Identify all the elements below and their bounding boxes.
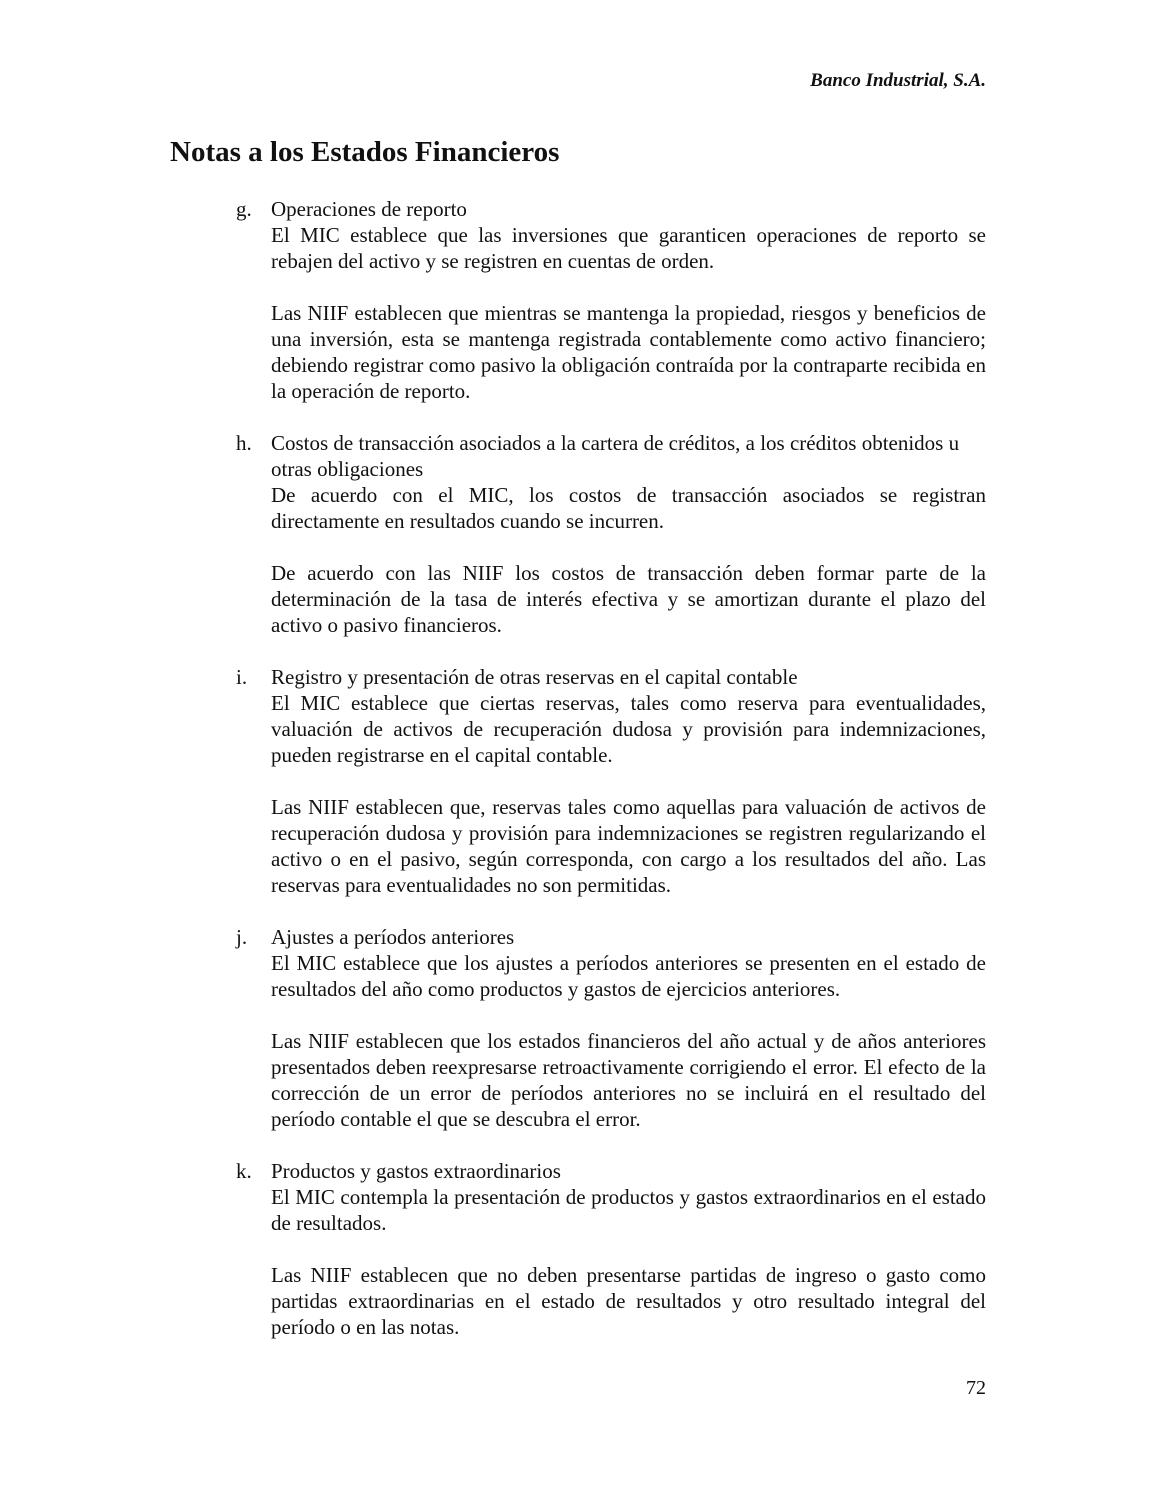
note-paragraph: Las NIIF establecen que, reservas tales como aquellas para valuación de activos de recuperación dudosa y provisión para indemnizaciones se registren regularizando el activo o en el pasivo, según corresponda, con cargo a los resultados del año. Las reservas para eventualidades no son permitidas. xyxy=(271,795,986,897)
note-paragraph: Las NIIF establecen que mientras se mantenga la propiedad, riesgos y beneficios de una inversión, esta se mantenga registrada contablemente como activo financiero; debiendo registrar como pasivo la obligación contraída por la contraparte recibida en la operación de reporto. xyxy=(271,301,986,403)
page-number: 72 xyxy=(966,1377,986,1399)
note-letter: j. xyxy=(236,925,248,949)
note-heading: Productos y gastos extraordinarios xyxy=(271,1159,561,1183)
note-letter: i. xyxy=(236,665,248,689)
note-paragraph: El MIC establece que ciertas reservas, tales como reserva para eventualidades, valuación de activos de recuperación dudosa y provisión para indemnizaciones, pueden registrarse en el capital contable. xyxy=(271,691,986,767)
note-j xyxy=(232,924,986,1132)
note-letter: g. xyxy=(236,197,252,221)
note-heading: Registro y presentación de otras reservas en el capital contable xyxy=(271,665,798,689)
note-heading: Ajustes a períodos anteriores xyxy=(271,925,515,949)
note-heading: Operaciones de reporto xyxy=(271,197,467,221)
note-paragraph: Las NIIF establecen que no deben presentarse partidas de ingreso o gasto como partidas extraordinarias en el estado de resultados y otro resultado integral del período o en las notas. xyxy=(271,1263,986,1339)
note-paragraph: Las NIIF establecen que los estados financieros del año actual y de años anteriores presentados deben reexpresarse retroactivamente corrigiendo el error. El efecto de la corrección de un error de períodos anteriores no se incluirá en el resultado del período contable el que se descubra el error. xyxy=(271,1029,986,1131)
note-paragraph: El MIC establece que las inversiones que garanticen operaciones de reporto se rebajen del activo y se registren en cuentas de orden. xyxy=(271,223,986,273)
note-h xyxy=(232,430,986,638)
notes-list xyxy=(232,196,986,1366)
note-letter: h. xyxy=(236,431,252,455)
note-paragraph: De acuerdo con el MIC, los costos de transacción asociados se registran directamente en resultados cuando se incurren. xyxy=(271,483,986,533)
note-i xyxy=(232,664,986,898)
note-paragraph: De acuerdo con las NIIF los costos de transacción deben formar parte de la determinación de la tasa de interés efectiva y se amortizan durante el plazo del activo o pasivo financieros. xyxy=(271,561,986,637)
note-paragraph: El MIC contempla la presentación de productos y gastos extraordinarios en el estado de resultados. xyxy=(271,1185,986,1235)
note-letter: k. xyxy=(236,1159,252,1183)
company-header: Banco Industrial, S.A. xyxy=(810,70,986,91)
page-title: Notas a los Estados Financieros xyxy=(170,136,560,168)
note-k xyxy=(232,1158,986,1340)
note-paragraph: El MIC establece que los ajustes a períodos anteriores se presenten en el estado de resultados del año como productos y gastos de ejercicios anteriores. xyxy=(271,951,986,1001)
note-heading: Costos de transacción asociados a la cartera de créditos, a los créditos obtenidos u otras obligaciones xyxy=(271,431,960,481)
note-g xyxy=(232,196,986,404)
